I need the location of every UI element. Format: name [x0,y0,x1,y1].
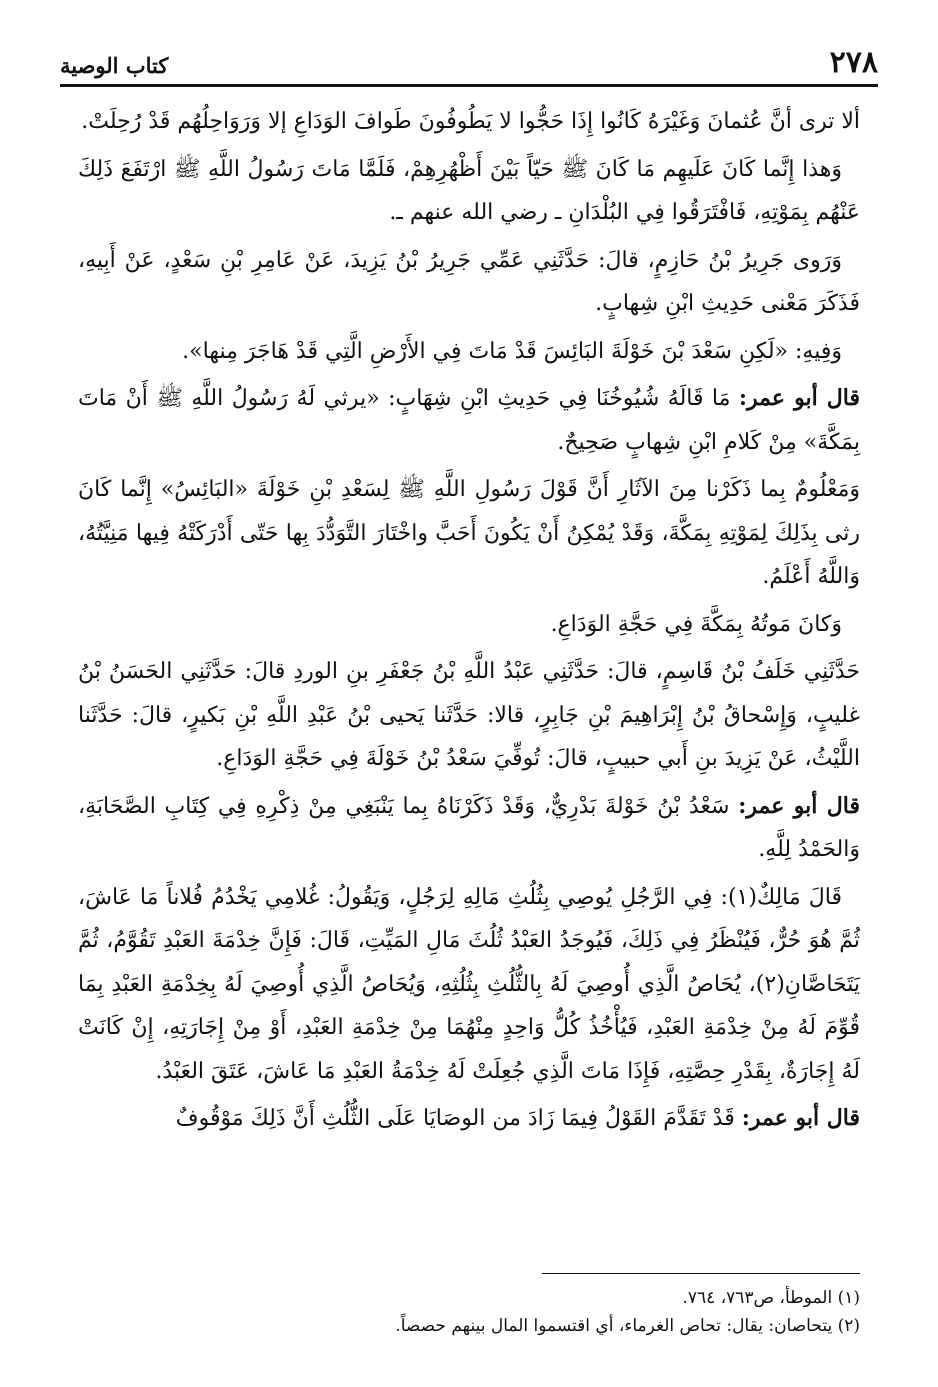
main-text [78,100,860,1145]
page-header [60,40,878,87]
footnotes [78,1284,860,1340]
paragraph-text: مَا قَالَهُ شُيُوخُنَا فِي حَدِيثِ ابْنِ شِهَابٍ: «يرثي لَهُ رَسُولُ اللَّهِ ﷺ أَنْ مَاتَ بِمَكَّةَ» مِنْ كَلامِ ابْنِ شِهابٍ صَحِيحٌ. [78,386,860,455]
paragraph-text: وَرَوى جَرِيرُ بْنُ حَازِمٍ، قالَ: حَدَّثَنِي عَمِّي جَرِيرُ بْنُ يَزِيدَ، عَنْ عَامِرِ بْنِ سَعْدٍ، عَنْ أَبِيهِ، فَذَكَرَ مَعْنى حَدِيثِ ابْنِ شِهابٍ. [78,247,860,316]
book-title: كتاب الوصية [60,53,169,78]
paragraph [78,330,860,374]
paragraph-text: وَهذا إِنَّما كَانَ عَلَيهِم مَا كَانَ ﷺ حَيّاً بَيْنَ أَظْهُرِهِمْ، فَلَمَّا مَاتَ رَسُولُ اللَّهِ ﷺ ارْتَفَعَ ذَلِكَ عَنْهُم بِمَوْتِهِ، فَافْتَرَقُوا فِي البُلْدَانِ ـ رضي الله عنهم ـ. [78,156,860,225]
paragraph [78,650,860,781]
paragraph [78,1097,860,1141]
page-number: ٢٧٨ [829,45,878,80]
paragraph [78,468,860,599]
paragraph-text: حَدَّثَنِي خَلَفُ بْنُ قَاسِمٍ، قالَ: حَدَّثَنِي عَبْدُ اللَّهِ بْنُ جَعْفَرِ بنِ الوردِ قالَ: حَدَّثَنِي الحَسَنُ بْنُ غليبٍ، وَإِسْحاقُ بْنُ إِبْرَاهِيمَ بْنِ جَابِرٍ، قالا: حَدَّثَنا يَحيى بْنُ عَبْدِ اللَّهِ بْنِ بَكيرٍ، قالَ: حَدَّثَنا اللَّيْثُ، عَنْ يَزِيدَ بنِ أَبي حبيبٍ، قالَ: تُوفِّيَ سَعْدُ بْنُ خَوْلَةَ فِي حَجَّةِ الوَدَاعِ. [78,659,860,771]
paragraph-text: وَكانَ مَوتُهُ بِمَكَّةَ فِي حَجَّةِ الوَدَاعِ. [550,611,842,637]
footnote: (٢) يتحاصان: يقال: تحاص الغرماء، أي اقتسموا المال بينهم حصصاً. [395,1316,860,1336]
paragraph-text: ألا ترى أنَّ عُثمانَ وَغَيْرَهُ كَانُوا إِذَا حَجُّوا لا يَطُوفُونَ طَوافَ الوَدَاعِ إلا وَرَوَاحِلُهُم قَدْ رُحِلَتْ. [81,109,860,134]
paragraph-text: وَفِيهِ: «لَكِنِ سَعْدَ بْنَ خَوْلَةَ البَائِسَ قَدْ مَاتَ فِي الأَرْضِ الَّتِي قَدْ هَاجَرَ مِنها». [182,338,842,364]
paragraph [78,100,860,144]
paragraph [78,785,860,872]
speaker-lead: قال أبو عمر: [738,385,860,411]
paragraph [78,377,860,464]
footnote: (١) الموطأ، ص٧٦٣، ٧٦٤. [682,1288,860,1308]
speaker-lead: قال أبو عمر: [741,1105,860,1131]
speaker-lead: قال أبو عمر: [738,792,860,819]
paragraph [78,876,860,1094]
footnote-separator [542,1273,860,1274]
paragraph-text: سَعْدُ بْنُ خَوْلةَ بَدْرِيٌّ، وَقَدْ ذَكَرْنَاهُ بِما يَنْبَغِي مِنْ ذِكْرِهِ فِي كِتَابِ الصَّحَابَةِ، وَالحَمْدُ لِلَّهِ. [78,793,860,862]
paragraph-text: قَدْ تَقَدَّمَ القَوْلُ فِيمَا زَادَ من الوصَايَا عَلَى الثُّلُثِ أَنَّ ذَلِكَ مَوْقُوفٌ [175,1106,735,1131]
paragraph [78,239,860,326]
paragraph-text: قَالَ مَالِكٌ(١): فِي الرَّجُلِ يُوصِي بِثُلُثِ مَالِهِ لِرَجُلٍ، وَيَقُولُ: غُلامِي يَخْدُمُ فُلاناً مَا عَاشَ، ثُمَّ هُوَ حُرٌّ، فَيُنْظَرُ فِي ذَلِكَ، فَيُوجَدُ العَبْدُ ثُلُثَ مَالِ المَيِّتِ، قَالَ: فَإِنَّ خِدْمَةَ العَبْدِ تَقُوَّمُ، ثُمَّ يَتَحَاصَّانِ(٢)، يُحَاصُ الَّذِي أُوصِيَ لَهُ بِالثُّلُثِ بِثُلُثِهِ، وَيُحَاصُ الَّذِي أُوصِيَ لَهُ بِخِدْمَةِ العَبْدِ بِمَا قُوِّمَ لَهُ مِنْ خِدْمَةِ العَبْدِ، فَيُأْخُذُ كُلُّ وَاحِدٍ مِنْهُمَا مِنْ خِدْمَةِ العَبْدِ، أَوْ مِنْ إِجَارَتِهِ، إِنْ كَانَتْ لَهُ إِجَارَةٌ، بِقَدْرِ حِصَّتِهِ، فَإِذَا مَاتَ الَّذِي جُعِلَتْ لَهُ خِدْمَةُ العَبْدِ مَا عَاشَ، عَتَقَ العَبْدُ. [78,884,860,1084]
paragraph [78,148,860,235]
paragraph [78,603,860,647]
paragraph-text: وَمَعْلُومٌ بِما ذَكَرْنا مِنَ الآثَارِ أَنَّ قَوْلَ رَسُولِ اللَّهِ ﷺ لِسَعْدِ بْنِ خَوْلَةَ «البَائِسُ» إِنَّما كَانَ رثى بِذَلِكَ لِمَوْتِهِ بِمَكَّةَ، وَقَدْ يُمْكِنُ أَنْ يَكُونَ أَحَبَّ واخْتَارَ التَّوَدُّدَ بِها حَتّى أَدْرَكَتْهُ فِيها مَنِيَّتُهُ، وَاللَّهُ أَعْلَمُ. [78,477,860,589]
